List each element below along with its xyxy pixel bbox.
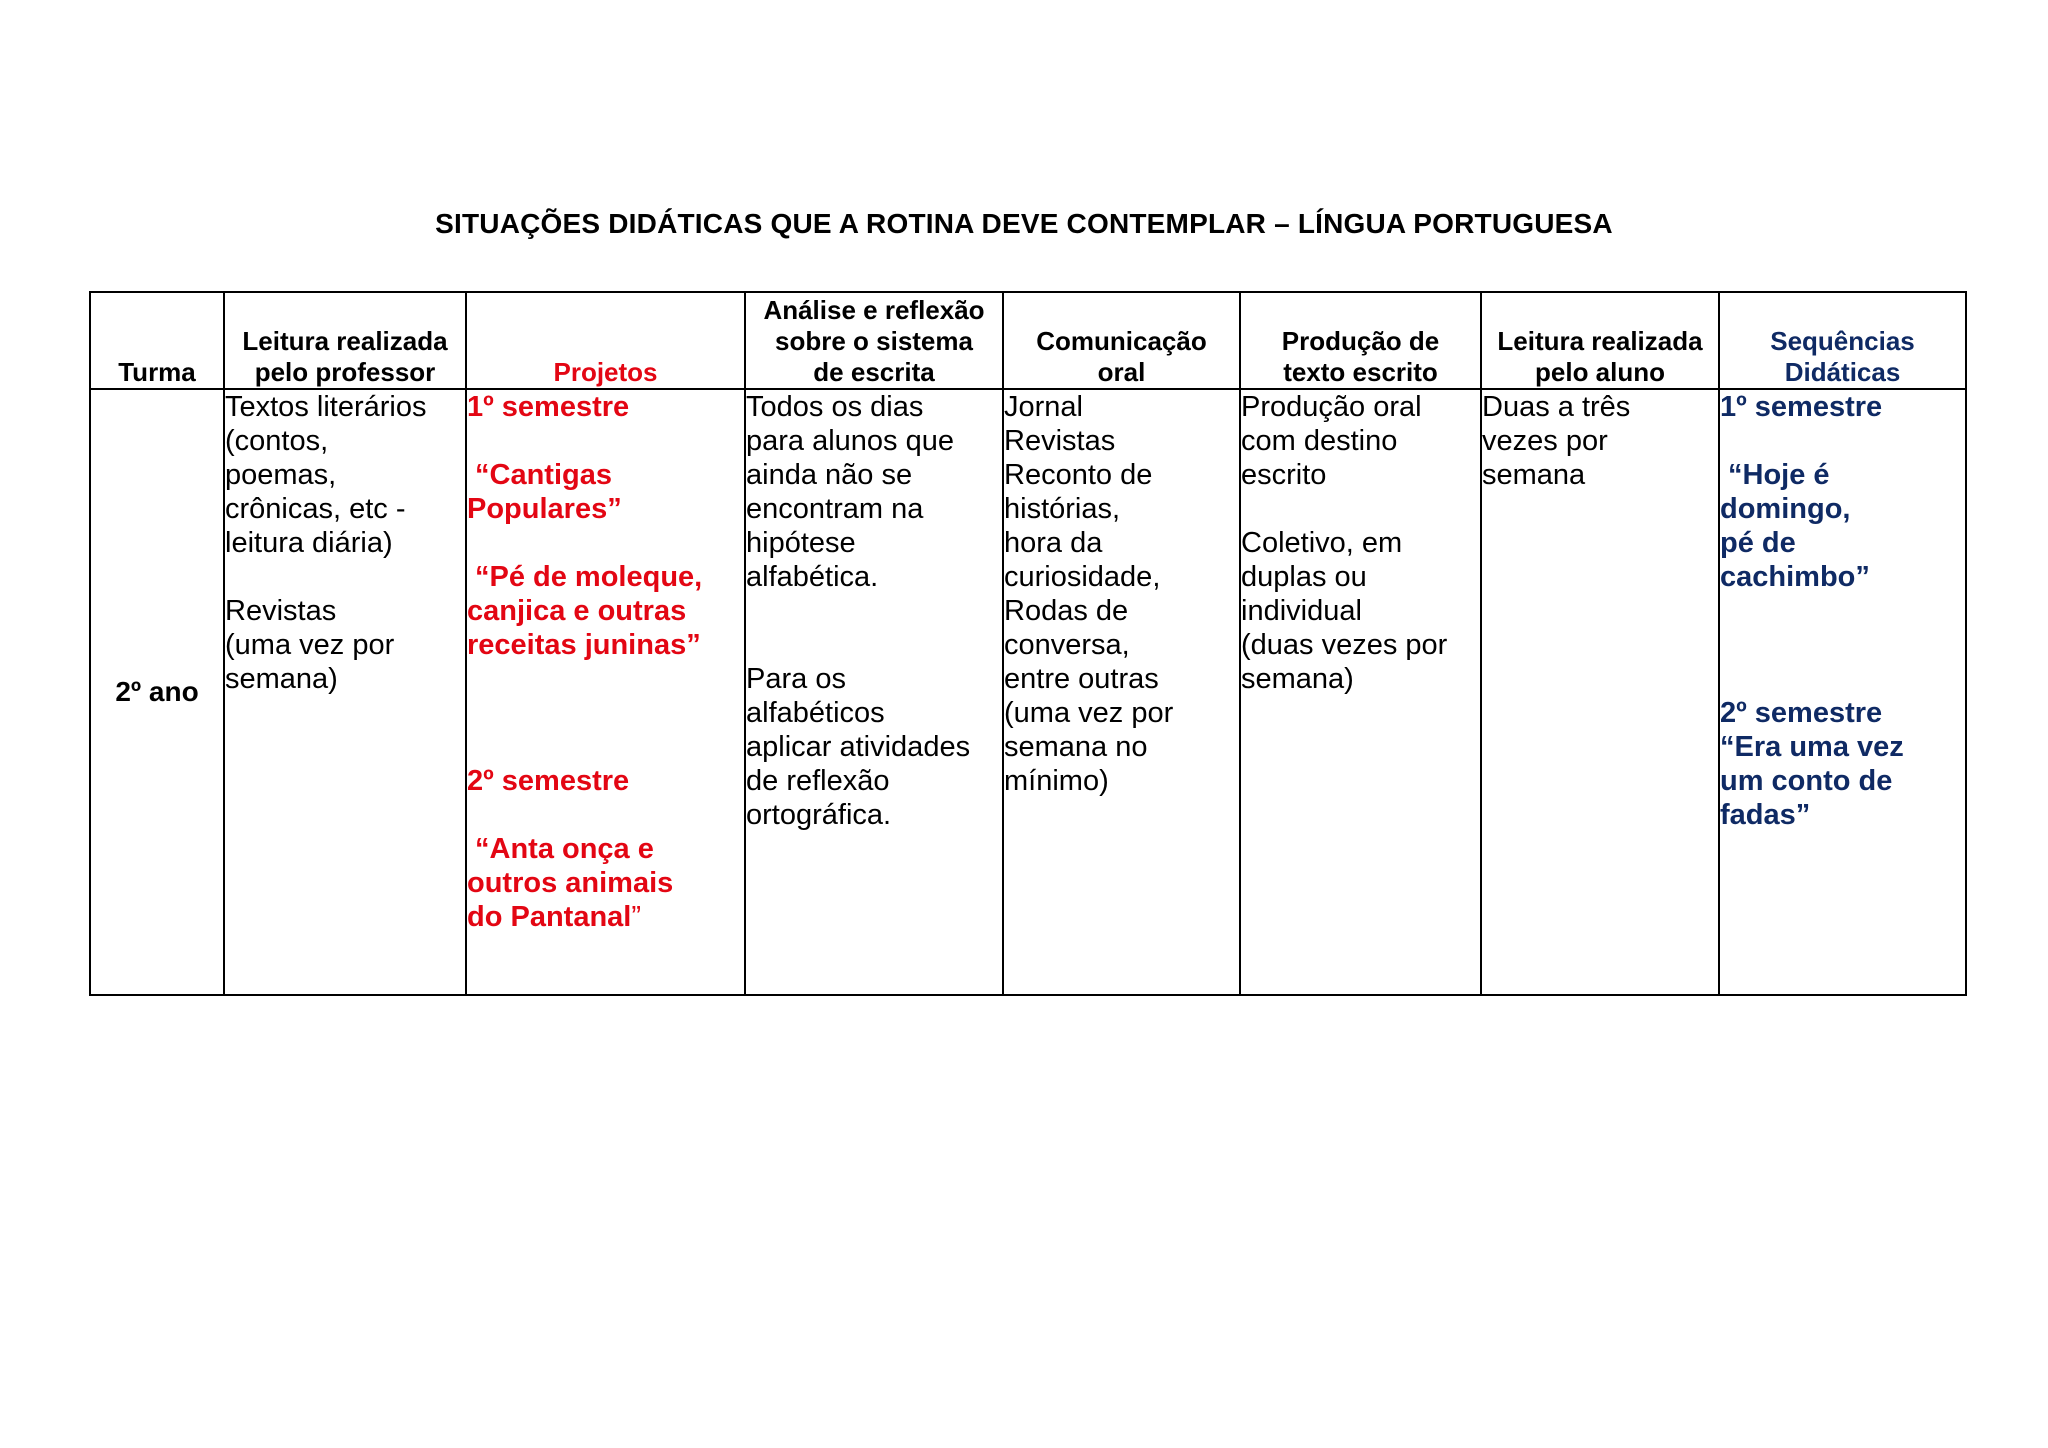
semester-label: 2º semestre (467, 765, 630, 797)
routine-table (89, 291, 1967, 996)
cell-comunicacao-oral (1003, 389, 1240, 995)
cell-analise-reflexao (745, 389, 1003, 995)
sequence-title: “Era uma vez (1720, 731, 1904, 763)
cell-line: Textos literários (225, 391, 427, 423)
header-line: pelo aluno (1535, 357, 1665, 387)
cell-line: semana) (1241, 663, 1354, 695)
header-line: texto escrito (1283, 357, 1438, 387)
cell-line: vezes por (1482, 425, 1608, 457)
cell-line: (uma vez por (1004, 697, 1174, 729)
cell-line: duplas ou (1241, 561, 1367, 593)
cell-line: hora da (1004, 527, 1103, 559)
cell-line: poemas, (225, 459, 337, 491)
header-row (90, 292, 1966, 389)
cell-projetos (466, 389, 745, 995)
cell-line: ortográfica. (746, 799, 892, 831)
cell-line: semana no (1004, 731, 1148, 763)
cell-line: mínimo) (1004, 765, 1109, 797)
cell-line: para alunos que (746, 425, 954, 457)
cell-line: Para os (746, 663, 846, 695)
header-line: sobre o sistema (775, 326, 973, 356)
header-line: Sequências (1770, 326, 1915, 356)
page-title: SITUAÇÕES DIDÁTICAS QUE A ROTINA DEVE CONTEMPLAR – LÍNGUA PORTUGUESA (435, 208, 1613, 239)
cell-line: (duas vezes por (1241, 629, 1448, 661)
header-turma (90, 292, 224, 389)
semester-label: 1º semestre (1720, 391, 1883, 423)
project-title: receitas juninas” (467, 629, 701, 661)
project-title-part: do Pantanal (467, 901, 632, 933)
cell-leitura-aluno (1481, 389, 1719, 995)
sequence-title: pé de (1720, 527, 1796, 559)
cell-line: crônicas, etc - (225, 493, 406, 525)
cell-line: alfabéticos (746, 697, 885, 729)
sequence-title: cachimbo” (1720, 561, 1870, 593)
cell-line: alfabética. (746, 561, 879, 593)
cell-line: escrito (1241, 459, 1327, 491)
cell-line: Produção oral (1241, 391, 1422, 423)
cell-line: Rodas de (1004, 595, 1129, 627)
header-line: Produção de (1281, 326, 1440, 356)
table-row (90, 389, 1966, 995)
header-leitura-professor (224, 292, 466, 389)
header-line: Turma (118, 357, 196, 387)
cell-line: histórias, (1004, 493, 1121, 525)
cell-leitura-professor (224, 389, 466, 995)
header-line: Análise e reflexão (763, 295, 985, 325)
cell-producao-texto (1240, 389, 1481, 995)
sequence-title: domingo, (1720, 493, 1851, 525)
header-comunicacao-oral (1003, 292, 1240, 389)
header-leitura-aluno (1481, 292, 1719, 389)
header-producao-texto (1240, 292, 1481, 389)
header-line: Leitura realizada (1497, 326, 1703, 356)
cell-line: ainda não se (746, 459, 913, 491)
header-line: oral (1097, 357, 1146, 387)
cell-line: (uma vez por (225, 629, 395, 661)
sequence-title: fadas” (1720, 799, 1811, 831)
cell-line: Coletivo, em (1241, 527, 1403, 559)
cell-line: entre outras (1004, 663, 1159, 695)
header-line: Projetos (553, 357, 658, 387)
sequence-title: um conto de (1720, 765, 1893, 797)
cell-line: aplicar atividades (746, 731, 971, 763)
project-title: canjica e outras (467, 595, 687, 627)
cell-line: curiosidade, (1004, 561, 1161, 593)
project-title: “Pé de moleque, (475, 561, 703, 593)
cell-line: com destino (1241, 425, 1398, 457)
project-title: “Anta onça e (475, 833, 654, 865)
project-title: “Cantigas (475, 459, 612, 491)
header-line: Comunicação (1036, 326, 1207, 356)
cell-line: hipótese (746, 527, 856, 559)
cell-line: Duas a três (1482, 391, 1631, 423)
sequence-title: “Hoje é (1728, 459, 1830, 491)
cell-line: Todos os dias (746, 391, 924, 423)
cell-line: semana (1482, 459, 1586, 491)
cell-line: encontram na (746, 493, 924, 525)
project-title (467, 900, 744, 934)
cell-sequencias-didaticas (1719, 389, 1966, 995)
cell-turma: 2º ano (90, 389, 224, 995)
semester-label: 2º semestre (1720, 697, 1883, 729)
semester-label: 1º semestre (467, 391, 630, 423)
cell-line: Revistas (225, 595, 337, 627)
header-line: de escrita (813, 357, 935, 387)
project-title: Populares” (467, 493, 622, 525)
cell-line: Revistas (1004, 425, 1116, 457)
header-analise-reflexao (745, 292, 1003, 389)
header-sequencias-didaticas (1719, 292, 1966, 389)
closing-quote: ” (631, 901, 642, 933)
cell-line: (contos, (225, 425, 329, 457)
cell-line: leitura diária) (225, 527, 393, 559)
header-projetos (466, 292, 745, 389)
cell-line: Jornal (1004, 391, 1083, 423)
cell-line: semana) (225, 663, 338, 695)
cell-line: de reflexão (746, 765, 890, 797)
header-line: pelo professor (254, 357, 436, 387)
cell-line: individual (1241, 595, 1362, 627)
header-line: Didáticas (1784, 357, 1901, 387)
header-line: Leitura realizada (242, 326, 448, 356)
cell-line: Reconto de (1004, 459, 1153, 491)
project-title: outros animais (467, 867, 674, 899)
cell-line: conversa, (1004, 629, 1130, 661)
